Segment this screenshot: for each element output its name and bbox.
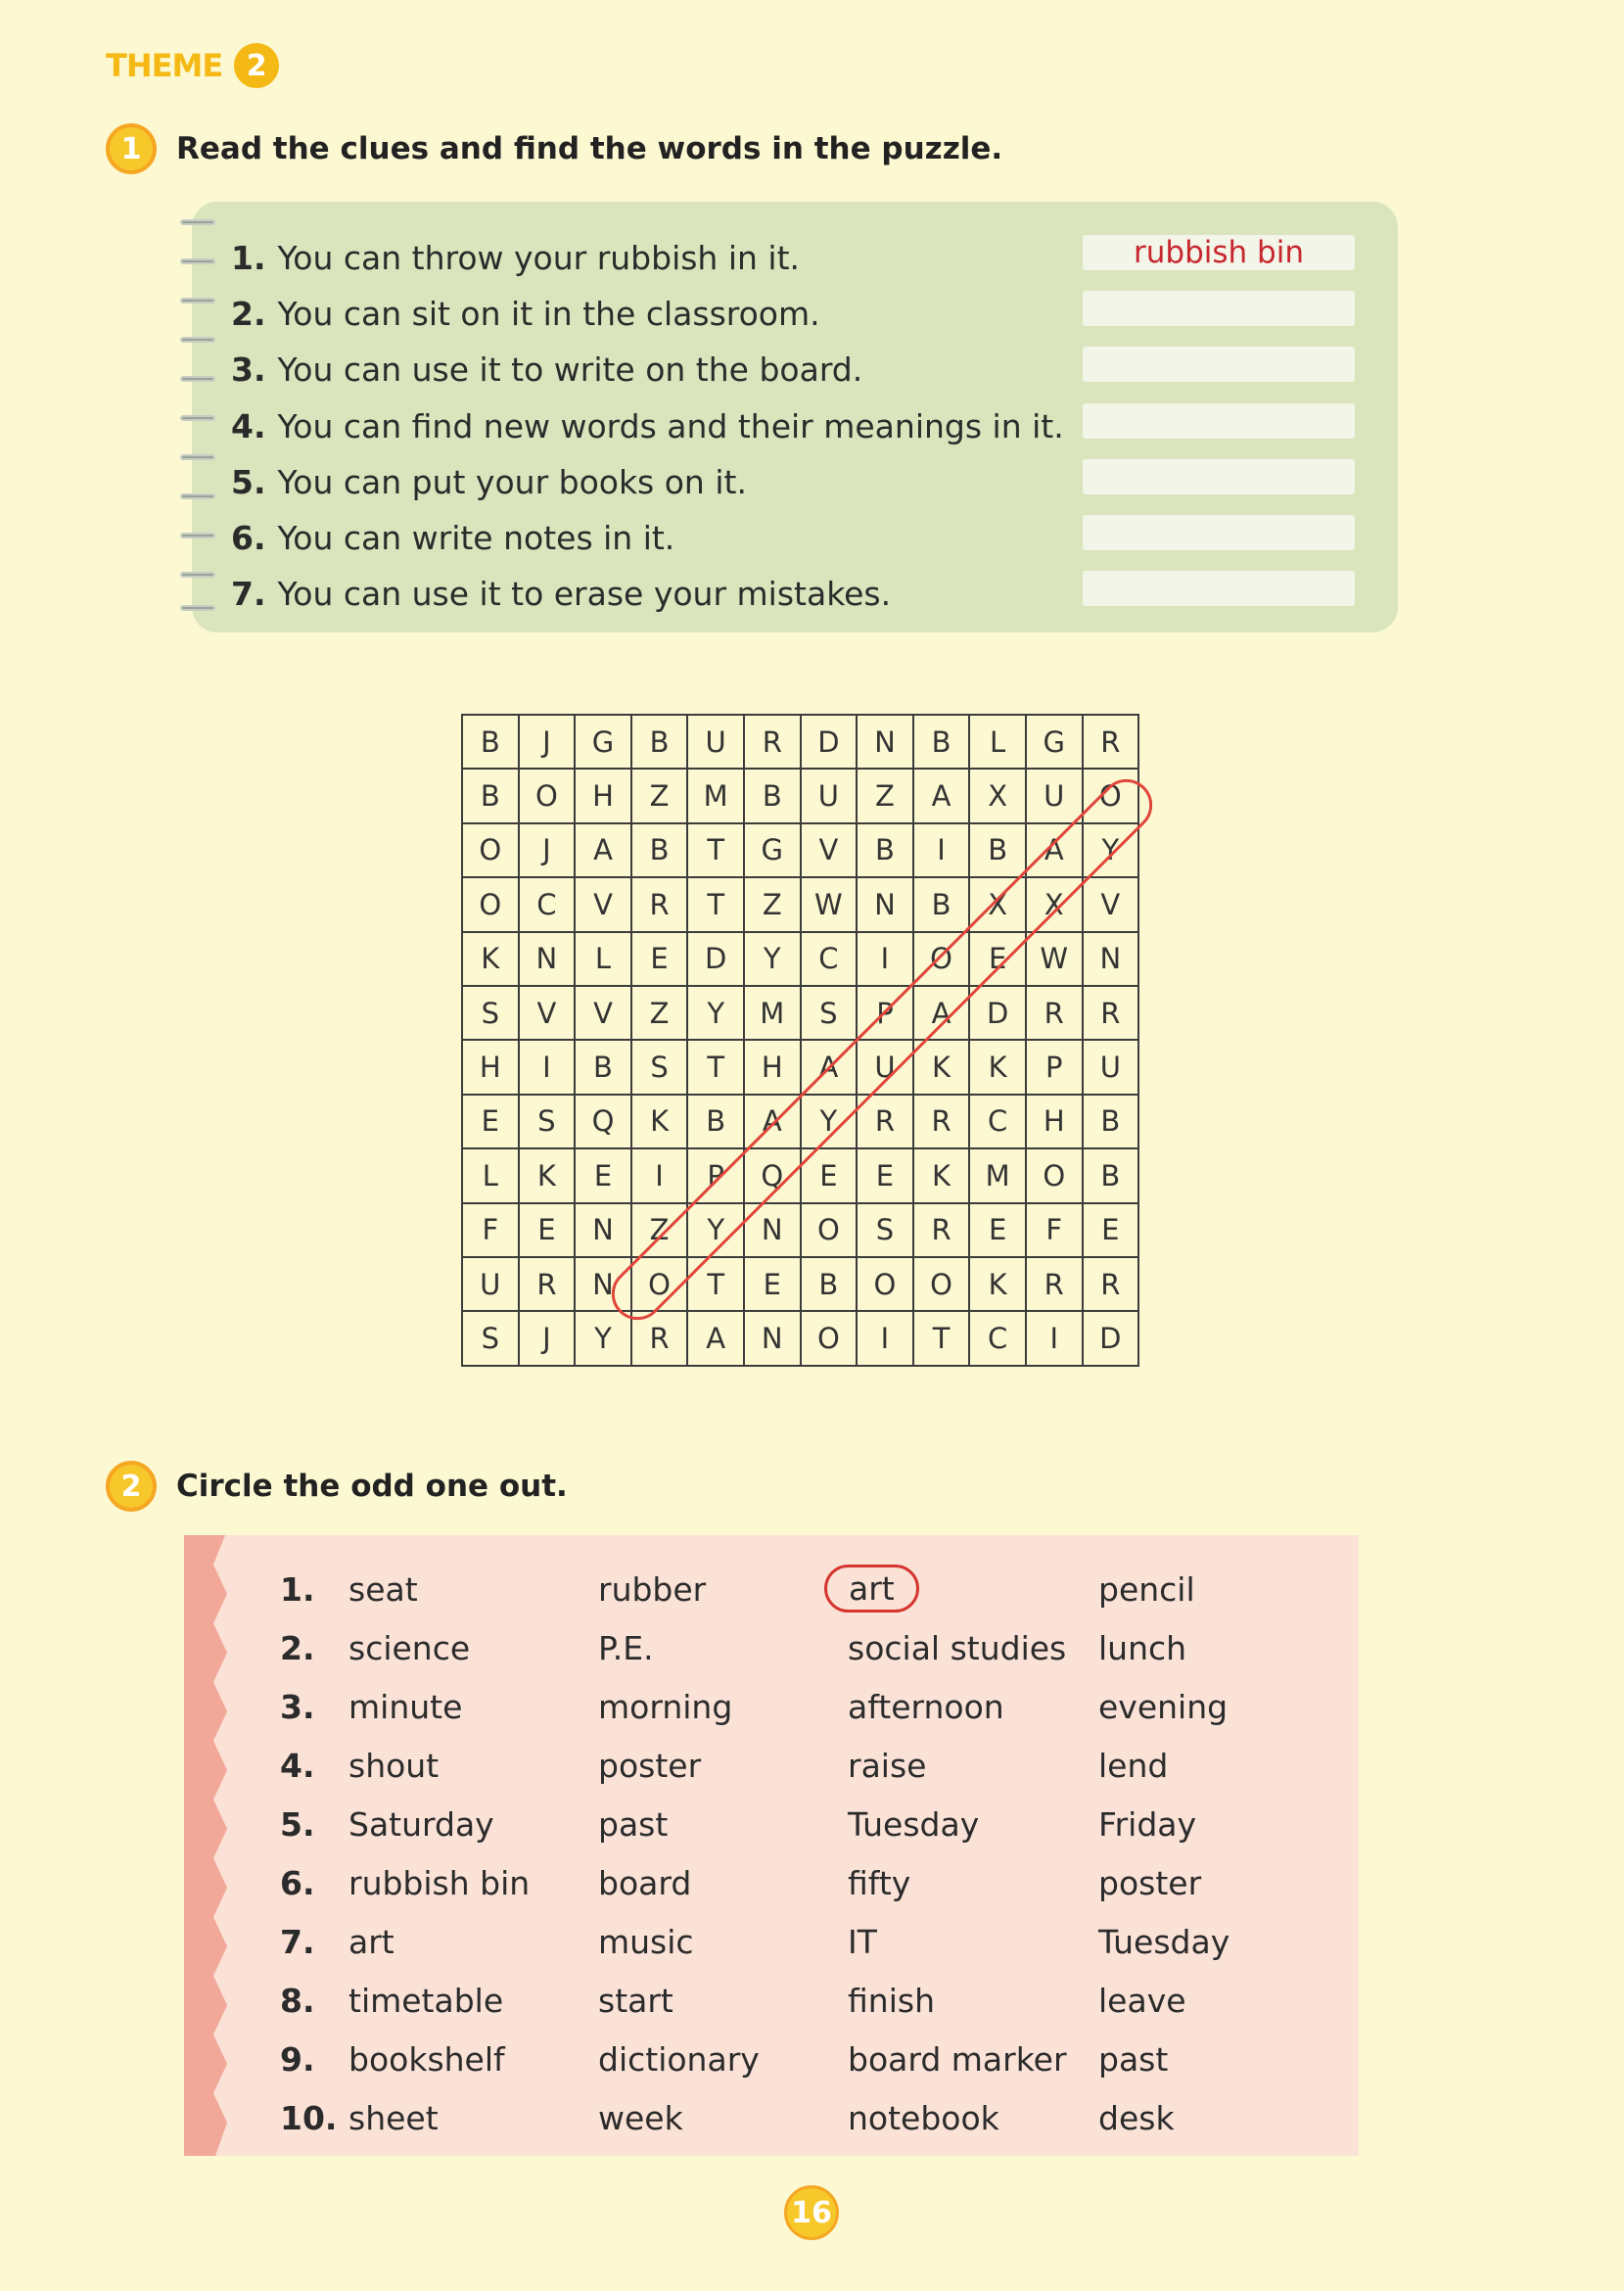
- grid-cell[interactable]: B: [969, 823, 1026, 877]
- option-word[interactable]: lend: [1098, 1747, 1169, 1785]
- grid-cell[interactable]: H: [1026, 1095, 1083, 1148]
- grid-cell[interactable]: D: [969, 986, 1026, 1040]
- grid-cell[interactable]: R: [631, 1311, 688, 1365]
- grid-cell[interactable]: D: [1083, 1311, 1139, 1365]
- grid-cell[interactable]: Z: [857, 769, 913, 822]
- theme-header: [106, 43, 279, 88]
- option-word[interactable]: leave: [1098, 1982, 1186, 2020]
- grid-cell[interactable]: D: [687, 932, 744, 986]
- grid-cell[interactable]: K: [519, 1148, 576, 1202]
- grid-cell[interactable]: T: [687, 877, 744, 931]
- grid-cell[interactable]: S: [462, 1311, 519, 1365]
- spiral-ring-icon: [180, 454, 215, 460]
- grid-cell[interactable]: C: [801, 932, 858, 986]
- grid-cell[interactable]: N: [575, 1203, 631, 1257]
- option-word[interactable]: dictionary: [598, 2040, 760, 2079]
- grid-cell[interactable]: E: [801, 1148, 858, 1202]
- grid-cell[interactable]: K: [631, 1095, 688, 1148]
- grid-cell[interactable]: Z: [631, 1203, 688, 1257]
- option-word[interactable]: poster: [1098, 1864, 1202, 1902]
- option-word[interactable]: board: [598, 1864, 692, 1902]
- clue-item: 5. You can put your books on it.: [231, 463, 747, 501]
- grid-row: [462, 823, 1138, 877]
- grid-cell[interactable]: R: [519, 1257, 576, 1311]
- grid-cell[interactable]: K: [462, 932, 519, 986]
- grid-cell[interactable]: I: [857, 932, 913, 986]
- grid-cell[interactable]: T: [687, 1040, 744, 1094]
- spiral-ring-icon: [180, 533, 215, 538]
- row-number: 5.: [280, 1805, 315, 1844]
- grid-cell[interactable]: I: [1026, 1311, 1083, 1365]
- grid-cell[interactable]: C: [969, 1311, 1026, 1365]
- grid-cell[interactable]: K: [969, 1040, 1026, 1094]
- grid-cell[interactable]: X: [969, 769, 1026, 822]
- clue-item: 7. You can use it to erase your mistakes.: [231, 575, 892, 613]
- grid-row: [462, 1203, 1138, 1257]
- option-word[interactable]: rubbish bin: [348, 1864, 531, 1902]
- theme-label: THEME: [106, 47, 223, 84]
- spiral-ring-icon: [180, 572, 215, 578]
- answer-field-1[interactable]: rubbish bin: [1083, 235, 1355, 270]
- clue-item: 4. You can find new words and their meanings in it.: [231, 407, 1064, 445]
- spiral-ring-icon: [180, 415, 215, 421]
- grid-cell[interactable]: W: [801, 877, 858, 931]
- option-word[interactable]: Tuesday: [1098, 1923, 1230, 1961]
- answer-field-2[interactable]: [1083, 291, 1355, 326]
- circled-answer-word[interactable]: art: [824, 1565, 919, 1613]
- grid-cell[interactable]: S: [462, 986, 519, 1040]
- option-word[interactable]: Tuesday: [848, 1805, 980, 1844]
- grid-row: [462, 1311, 1138, 1365]
- clue-item: 2. You can sit on it in the classroom.: [231, 295, 820, 333]
- grid-cell[interactable]: B: [631, 715, 688, 769]
- option-word[interactable]: lunch: [1098, 1629, 1187, 1667]
- exercise-2-header: [106, 1461, 568, 1512]
- grid-cell[interactable]: E: [519, 1203, 576, 1257]
- grid-cell[interactable]: X: [1026, 877, 1083, 931]
- grid-cell[interactable]: Y: [687, 986, 744, 1040]
- row-number: 8.: [280, 1982, 315, 2020]
- option-word[interactable]: social studies: [848, 1629, 1067, 1667]
- grid-cell[interactable]: H: [575, 769, 631, 822]
- grid-cell[interactable]: Q: [575, 1095, 631, 1148]
- grid-cell[interactable]: T: [913, 1311, 970, 1365]
- option-word[interactable]: notebook: [848, 2099, 999, 2137]
- option-word[interactable]: board marker: [848, 2040, 1067, 2079]
- option-word[interactable]: shout: [348, 1747, 440, 1785]
- row-number: 6.: [280, 1864, 315, 1902]
- option-word[interactable]: Friday: [1098, 1805, 1197, 1844]
- answer-field-5[interactable]: [1083, 459, 1355, 494]
- grid-row: [462, 1040, 1138, 1094]
- grid-cell[interactable]: B: [462, 769, 519, 822]
- spiral-ring-icon: [180, 376, 215, 382]
- grid-cell[interactable]: V: [801, 823, 858, 877]
- grid-cell[interactable]: V: [575, 877, 631, 931]
- torn-edge-decoration: [184, 1535, 233, 2156]
- grid-cell[interactable]: A: [1026, 823, 1083, 877]
- grid-cell[interactable]: N: [857, 715, 913, 769]
- grid-row: [462, 1148, 1138, 1202]
- grid-cell[interactable]: B: [1083, 1095, 1139, 1148]
- option-word[interactable]: art: [348, 1923, 394, 1961]
- grid-cell[interactable]: V: [575, 986, 631, 1040]
- grid-cell[interactable]: A: [913, 986, 970, 1040]
- grid-cell[interactable]: I: [857, 1311, 913, 1365]
- option-word[interactable]: evening: [1098, 1688, 1229, 1726]
- option-word[interactable]: minute: [348, 1688, 463, 1726]
- row-number: 3.: [280, 1688, 315, 1726]
- grid-cell[interactable]: I: [913, 823, 970, 877]
- grid-cell[interactable]: A: [913, 769, 970, 822]
- grid-cell[interactable]: U: [1083, 1040, 1139, 1094]
- exercise-1-title: Read the clues and find the words in the puzzle.: [176, 131, 1003, 166]
- grid-cell[interactable]: K: [969, 1257, 1026, 1311]
- grid-cell[interactable]: J: [519, 715, 576, 769]
- answer-field-3[interactable]: [1083, 347, 1355, 382]
- option-word[interactable]: bookshelf: [348, 2040, 505, 2079]
- grid-cell[interactable]: B: [801, 1257, 858, 1311]
- grid-cell[interactable]: Z: [631, 986, 688, 1040]
- grid-cell[interactable]: O: [801, 1311, 858, 1365]
- grid-cell[interactable]: F: [462, 1203, 519, 1257]
- grid-cell[interactable]: Y: [575, 1311, 631, 1365]
- grid-cell[interactable]: R: [1083, 715, 1139, 769]
- grid-row: [462, 1257, 1138, 1311]
- spiral-ring-icon: [180, 493, 215, 499]
- grid-cell[interactable]: O: [913, 1257, 970, 1311]
- grid-cell[interactable]: E: [857, 1148, 913, 1202]
- spiral-ring-icon: [180, 219, 215, 225]
- grid-cell[interactable]: B: [575, 1040, 631, 1094]
- grid-cell[interactable]: K: [913, 1148, 970, 1202]
- spiral-ring-icon: [180, 298, 215, 304]
- grid-cell[interactable]: N: [575, 1257, 631, 1311]
- grid-cell[interactable]: P: [857, 986, 913, 1040]
- grid-cell[interactable]: C: [519, 877, 576, 931]
- option-word[interactable]: past: [1098, 2040, 1169, 2079]
- grid-cell[interactable]: Y: [1083, 823, 1139, 877]
- grid-cell[interactable]: Y: [744, 932, 801, 986]
- answer-field-4[interactable]: [1083, 403, 1355, 439]
- spiral-ring-icon: [180, 337, 215, 343]
- grid-cell[interactable]: B: [462, 715, 519, 769]
- grid-cell[interactable]: V: [1083, 877, 1139, 931]
- grid-cell[interactable]: B: [744, 769, 801, 822]
- grid-cell[interactable]: B: [631, 823, 688, 877]
- grid-cell[interactable]: R: [857, 1095, 913, 1148]
- clue-item: 1. You can throw your rubbish in it.: [231, 239, 801, 277]
- answer-field-7[interactable]: [1083, 571, 1355, 606]
- row-number: 10.: [280, 2099, 338, 2137]
- option-word[interactable]: raise: [848, 1747, 927, 1785]
- grid-cell[interactable]: H: [462, 1040, 519, 1094]
- spiral-ring-icon: [180, 258, 215, 264]
- theme-number-badge: 2: [234, 43, 279, 88]
- row-number: 4.: [280, 1747, 315, 1785]
- option-word[interactable]: P.E.: [598, 1629, 654, 1667]
- grid-cell[interactable]: E: [969, 1203, 1026, 1257]
- grid-cell[interactable]: O: [519, 769, 576, 822]
- grid-cell[interactable]: S: [631, 1040, 688, 1094]
- grid-cell[interactable]: F: [1026, 1203, 1083, 1257]
- grid-cell[interactable]: S: [857, 1203, 913, 1257]
- grid-row: [462, 769, 1138, 822]
- grid-cell[interactable]: N: [1083, 932, 1139, 986]
- grid-cell[interactable]: N: [744, 1311, 801, 1365]
- grid-cell[interactable]: G: [1026, 715, 1083, 769]
- exercise-2-number-badge: 2: [106, 1461, 157, 1512]
- grid-cell[interactable]: B: [913, 877, 970, 931]
- grid-cell[interactable]: U: [1026, 769, 1083, 822]
- grid-cell[interactable]: U: [857, 1040, 913, 1094]
- grid-cell[interactable]: E: [631, 932, 688, 986]
- option-word[interactable]: music: [598, 1923, 694, 1961]
- grid-cell[interactable]: E: [1083, 1203, 1139, 1257]
- grid-cell[interactable]: J: [519, 823, 576, 877]
- option-word[interactable]: afternoon: [848, 1688, 1004, 1726]
- option-word[interactable]: rubber: [598, 1570, 707, 1609]
- option-word[interactable]: poster: [598, 1747, 702, 1785]
- grid-cell[interactable]: N: [744, 1203, 801, 1257]
- grid-cell[interactable]: R: [913, 1203, 970, 1257]
- option-word[interactable]: fifty: [848, 1864, 911, 1902]
- grid-cell[interactable]: E: [969, 932, 1026, 986]
- grid-cell[interactable]: N: [519, 932, 576, 986]
- grid-cell[interactable]: E: [575, 1148, 631, 1202]
- grid-cell[interactable]: P: [1026, 1040, 1083, 1094]
- spiral-ring-icon: [180, 605, 215, 611]
- grid-cell[interactable]: I: [631, 1148, 688, 1202]
- grid-cell[interactable]: R: [1083, 1257, 1139, 1311]
- grid-cell[interactable]: R: [631, 877, 688, 931]
- grid-cell[interactable]: U: [462, 1257, 519, 1311]
- option-word[interactable]: desk: [1098, 2099, 1175, 2137]
- option-word[interactable]: pencil: [1098, 1570, 1195, 1609]
- exercise-1-number-badge: 1: [106, 123, 157, 174]
- grid-cell[interactable]: M: [969, 1148, 1026, 1202]
- grid-cell[interactable]: Y: [801, 1095, 858, 1148]
- grid-cell[interactable]: V: [519, 986, 576, 1040]
- grid-cell[interactable]: M: [744, 986, 801, 1040]
- grid-cell[interactable]: B: [913, 715, 970, 769]
- grid-cell[interactable]: Y: [687, 1203, 744, 1257]
- grid-cell[interactable]: W: [1026, 932, 1083, 986]
- option-word[interactable]: past: [598, 1805, 669, 1844]
- clue-item: 3. You can use it to write on the board.: [231, 351, 863, 389]
- grid-cell[interactable]: N: [857, 877, 913, 931]
- grid-cell[interactable]: O: [801, 1203, 858, 1257]
- option-word[interactable]: timetable: [348, 1982, 504, 2020]
- option-word[interactable]: sheet: [348, 2099, 439, 2137]
- word-search-puzzle: [461, 714, 1162, 1385]
- grid-cell[interactable]: A: [575, 823, 631, 877]
- grid-cell[interactable]: Q: [744, 1148, 801, 1202]
- option-word[interactable]: science: [348, 1629, 471, 1667]
- grid-cell[interactable]: B: [687, 1095, 744, 1148]
- grid-cell[interactable]: O: [913, 932, 970, 986]
- grid-cell[interactable]: K: [913, 1040, 970, 1094]
- grid-cell[interactable]: O: [462, 823, 519, 877]
- grid-cell[interactable]: G: [744, 823, 801, 877]
- grid-cell[interactable]: U: [801, 769, 858, 822]
- grid-cell[interactable]: L: [462, 1148, 519, 1202]
- notebook-spiral-binding: [180, 213, 219, 625]
- grid-cell[interactable]: P: [687, 1148, 744, 1202]
- grid-cell[interactable]: O: [462, 877, 519, 931]
- grid-cell[interactable]: O: [1026, 1148, 1083, 1202]
- option-word[interactable]: week: [598, 2099, 683, 2137]
- grid-row: [462, 932, 1138, 986]
- grid-cell[interactable]: O: [857, 1257, 913, 1311]
- grid-cell[interactable]: D: [801, 715, 858, 769]
- grid-cell[interactable]: O: [631, 1257, 688, 1311]
- word-search-grid: [461, 714, 1139, 1367]
- grid-cell[interactable]: R: [1026, 1257, 1083, 1311]
- option-word[interactable]: IT: [848, 1923, 877, 1961]
- grid-cell[interactable]: R: [1083, 986, 1139, 1040]
- grid-cell[interactable]: H: [744, 1040, 801, 1094]
- option-word[interactable]: seat: [348, 1570, 418, 1609]
- grid-cell[interactable]: A: [801, 1040, 858, 1094]
- grid-cell[interactable]: I: [519, 1040, 576, 1094]
- grid-cell[interactable]: S: [519, 1095, 576, 1148]
- row-number: 9.: [280, 2040, 315, 2079]
- grid-cell[interactable]: M: [687, 769, 744, 822]
- grid-row: [462, 877, 1138, 931]
- grid-row: [462, 1095, 1138, 1148]
- grid-cell[interactable]: E: [744, 1257, 801, 1311]
- row-number: 2.: [280, 1629, 315, 1667]
- grid-cell[interactable]: U: [687, 715, 744, 769]
- grid-cell[interactable]: C: [969, 1095, 1026, 1148]
- option-word[interactable]: start: [598, 1982, 673, 2020]
- option-word[interactable]: finish: [848, 1982, 935, 2020]
- option-word[interactable]: Saturday: [348, 1805, 494, 1844]
- grid-row: [462, 986, 1138, 1040]
- row-number: 1.: [280, 1570, 315, 1609]
- grid-cell[interactable]: O: [1083, 769, 1139, 822]
- exercise-2-title: Circle the odd one out.: [176, 1469, 568, 1504]
- option-word[interactable]: morning: [598, 1688, 733, 1726]
- grid-cell[interactable]: A: [687, 1311, 744, 1365]
- grid-cell[interactable]: Z: [744, 877, 801, 931]
- grid-cell[interactable]: R: [1026, 986, 1083, 1040]
- grid-cell[interactable]: L: [575, 932, 631, 986]
- grid-cell[interactable]: E: [462, 1095, 519, 1148]
- grid-cell[interactable]: J: [519, 1311, 576, 1365]
- grid-cell[interactable]: T: [687, 823, 744, 877]
- grid-cell[interactable]: Z: [631, 769, 688, 822]
- row-number: 7.: [280, 1923, 315, 1961]
- grid-cell[interactable]: X: [969, 877, 1026, 931]
- grid-cell[interactable]: T: [687, 1257, 744, 1311]
- grid-cell[interactable]: B: [857, 823, 913, 877]
- grid-cell[interactable]: L: [969, 715, 1026, 769]
- clue-item: 6. You can write notes in it.: [231, 519, 675, 557]
- grid-cell[interactable]: R: [913, 1095, 970, 1148]
- exercise-1-header: [106, 123, 1002, 174]
- answer-field-6[interactable]: [1083, 515, 1355, 550]
- grid-cell[interactable]: S: [801, 986, 858, 1040]
- grid-row: [462, 715, 1138, 769]
- grid-cell[interactable]: B: [1083, 1148, 1139, 1202]
- grid-cell[interactable]: G: [575, 715, 631, 769]
- grid-cell[interactable]: R: [744, 715, 801, 769]
- grid-cell[interactable]: A: [744, 1095, 801, 1148]
- page-number: 16: [784, 2185, 839, 2240]
